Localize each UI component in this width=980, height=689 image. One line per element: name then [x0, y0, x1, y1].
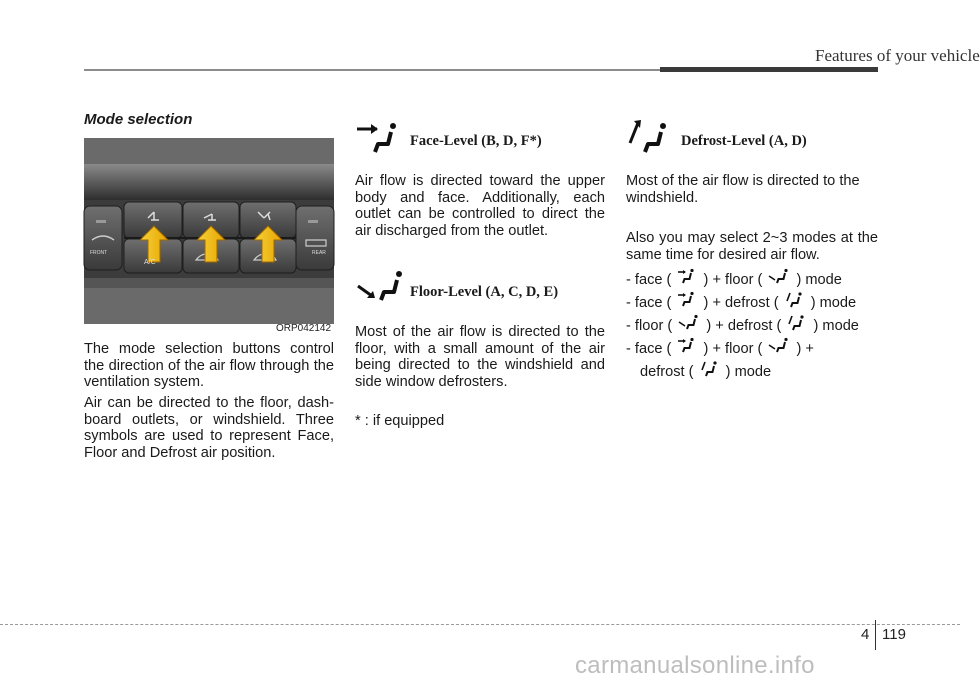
defrost-level-icon	[627, 119, 677, 158]
defrost-icon	[787, 314, 807, 332]
chapter-number: 4	[861, 626, 870, 643]
mode-combo-text: ) mode	[813, 318, 859, 334]
mode-combo-text: ) + defrost (	[706, 318, 782, 334]
face-icon	[677, 268, 697, 286]
mode-combo-floor-defrost	[626, 314, 859, 334]
defrost-level-heading: Defrost-Level (A, D)	[681, 133, 807, 149]
header-rule	[84, 69, 660, 71]
face-level-text: Air flow is directed toward the upper body and face. Additionally, each outlet can be controlled to direct the air discharged from the outlet.	[355, 173, 605, 239]
defrost-level-text: Most of the air flow is directed to the windshield.	[626, 173, 860, 206]
mode-combo-defrost-continued	[640, 360, 771, 380]
mode-combo-text: defrost (	[640, 364, 694, 380]
mode-combo-text: ) mode	[810, 295, 857, 311]
mode-combo-text: ) + defrost (	[703, 295, 779, 311]
mode-combo-text: ) mode	[725, 364, 772, 380]
mode-combo-text: ) + floor (	[703, 341, 763, 357]
mode-combo-face-floor	[626, 268, 842, 288]
face-icon	[677, 291, 697, 309]
floor-level-icon	[355, 270, 405, 309]
face-icon	[677, 337, 697, 355]
face-level-heading: Face-Level (B, D, F*)	[410, 133, 542, 149]
mode-combo-face-defrost	[626, 291, 856, 311]
mode-combo-text: - face (	[626, 272, 672, 288]
section-title: Features of your vehicle	[815, 46, 980, 65]
multi-mode-text: Also you may select 2~3 modes at the same time for desired air flow.	[626, 230, 878, 263]
footnote: * : if equipped	[355, 413, 445, 429]
mode-combo-text: - face (	[626, 295, 672, 311]
mode-selection-heading: Mode selection	[84, 111, 193, 128]
climate-control-panel-image	[84, 138, 334, 324]
mode-combo-text: ) mode	[796, 272, 842, 288]
panel-label-ac: A/C	[144, 259, 156, 266]
page-number: 119	[882, 626, 906, 643]
floor-icon	[678, 314, 700, 332]
mode-selection-paragraph-1: The mode selection buttons control the direction of the air flow through the ventilation system.	[84, 341, 334, 391]
header-rule-accent	[660, 67, 878, 72]
page-number-separator	[875, 620, 876, 650]
mode-combo-text: ) + floor (	[703, 272, 763, 288]
floor-level-heading: Floor-Level (A, C, D, E)	[410, 284, 559, 300]
footer-rule	[0, 624, 960, 625]
panel-label-rear: REAR	[312, 250, 326, 256]
image-caption: ORP042142	[276, 323, 332, 334]
floor-icon	[768, 268, 790, 286]
face-level-icon	[355, 121, 405, 160]
mode-combo-text: - floor (	[626, 318, 673, 334]
defrost-icon	[785, 291, 805, 309]
climate-panel-drawing	[84, 138, 334, 324]
defrost-icon	[700, 360, 720, 378]
mode-combo-text: ) +	[796, 341, 814, 357]
panel-label-front: FRONT	[90, 250, 108, 256]
floor-level-text: Most of the air flow is directed to the floor, with a small amount of the air being directed to the windshield and side window defrosters.	[355, 324, 605, 390]
floor-icon	[768, 337, 790, 355]
mode-combo-text: - face (	[626, 341, 672, 357]
mode-selection-paragraph-2: Air can be directed to the floor, dash-board outlets, or windshield. Three symbols are used to represent Face, Floor and Defrost air position.	[84, 395, 334, 461]
watermark: carmanualsonline.info	[575, 652, 815, 679]
mode-combo-face-floor-defrost	[626, 337, 814, 357]
